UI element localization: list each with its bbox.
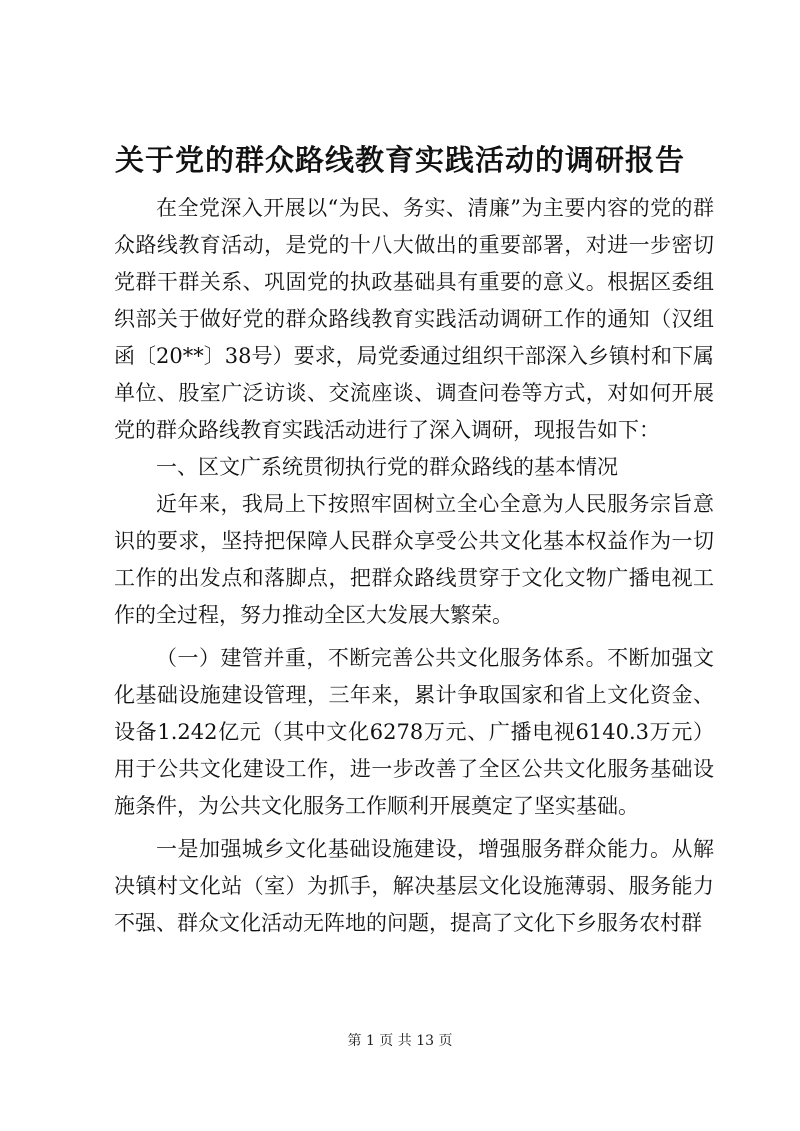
- document-title: 关于党的群众路线教育实践活动的调研报告: [114, 143, 685, 177]
- paragraph-subsection-1: （一）建管并重，不断完善公共文化服务体系。不断加强文化基础设施建设管理，三年来，累计争取国家和省上文化资金、设备1.242亿元（其中文化6278万元、广播电视6140.3万元）用于公共文化建设工作，进一步改善了全区公共文化服务基础设施条件，为公共文化服务工作顺利开展奠定了坚实基础。: [114, 646, 714, 818]
- section-heading-1: 一、区文广系统贯彻执行党的群众路线的基本情况: [156, 455, 618, 479]
- paragraph-intro: 在全党深入开展以“为民、务实、清廉”为主要内容的党的群众路线教育活动，是党的十八大做出的重要部署，对进一步密切党群干群关系、巩固党的执政基础具有重要的意义。根据区委组织部关于做好党的群众路线教育实践活动调研工作的通知（汉组函〔20**〕38号）要求，局党委通过组织干部深入乡镇村和下属单位、股室广泛访谈、交流座谈、调查问卷等方式，对如何开展党的群众路线教育实践活动进行了深入调研，现报告如下：: [114, 196, 714, 442]
- page-footer: 第 1 页 共 13 页: [347, 1033, 453, 1049]
- paragraph-point-1: 一是加强城乡文化基础设施建设，增强服务群众能力。从解决镇村文化站（室）为抓手，解决基层文化设施薄弱、服务能力不强、群众文化活动无阵地的问题，提高了文化下乡服务农村群: [114, 837, 714, 935]
- paragraph-overview: 近年来，我局上下按照牢固树立全心全意为人民服务宗旨意识的要求，坚持把保障人民群众享受公共文化基本权益作为一切工作的出发点和落脚点，把群众路线贯穿于文化文物广播电视工作的全过程，努力推动全区大发展大繁荣。: [114, 492, 714, 627]
- document-body: [114, 190, 714, 942]
